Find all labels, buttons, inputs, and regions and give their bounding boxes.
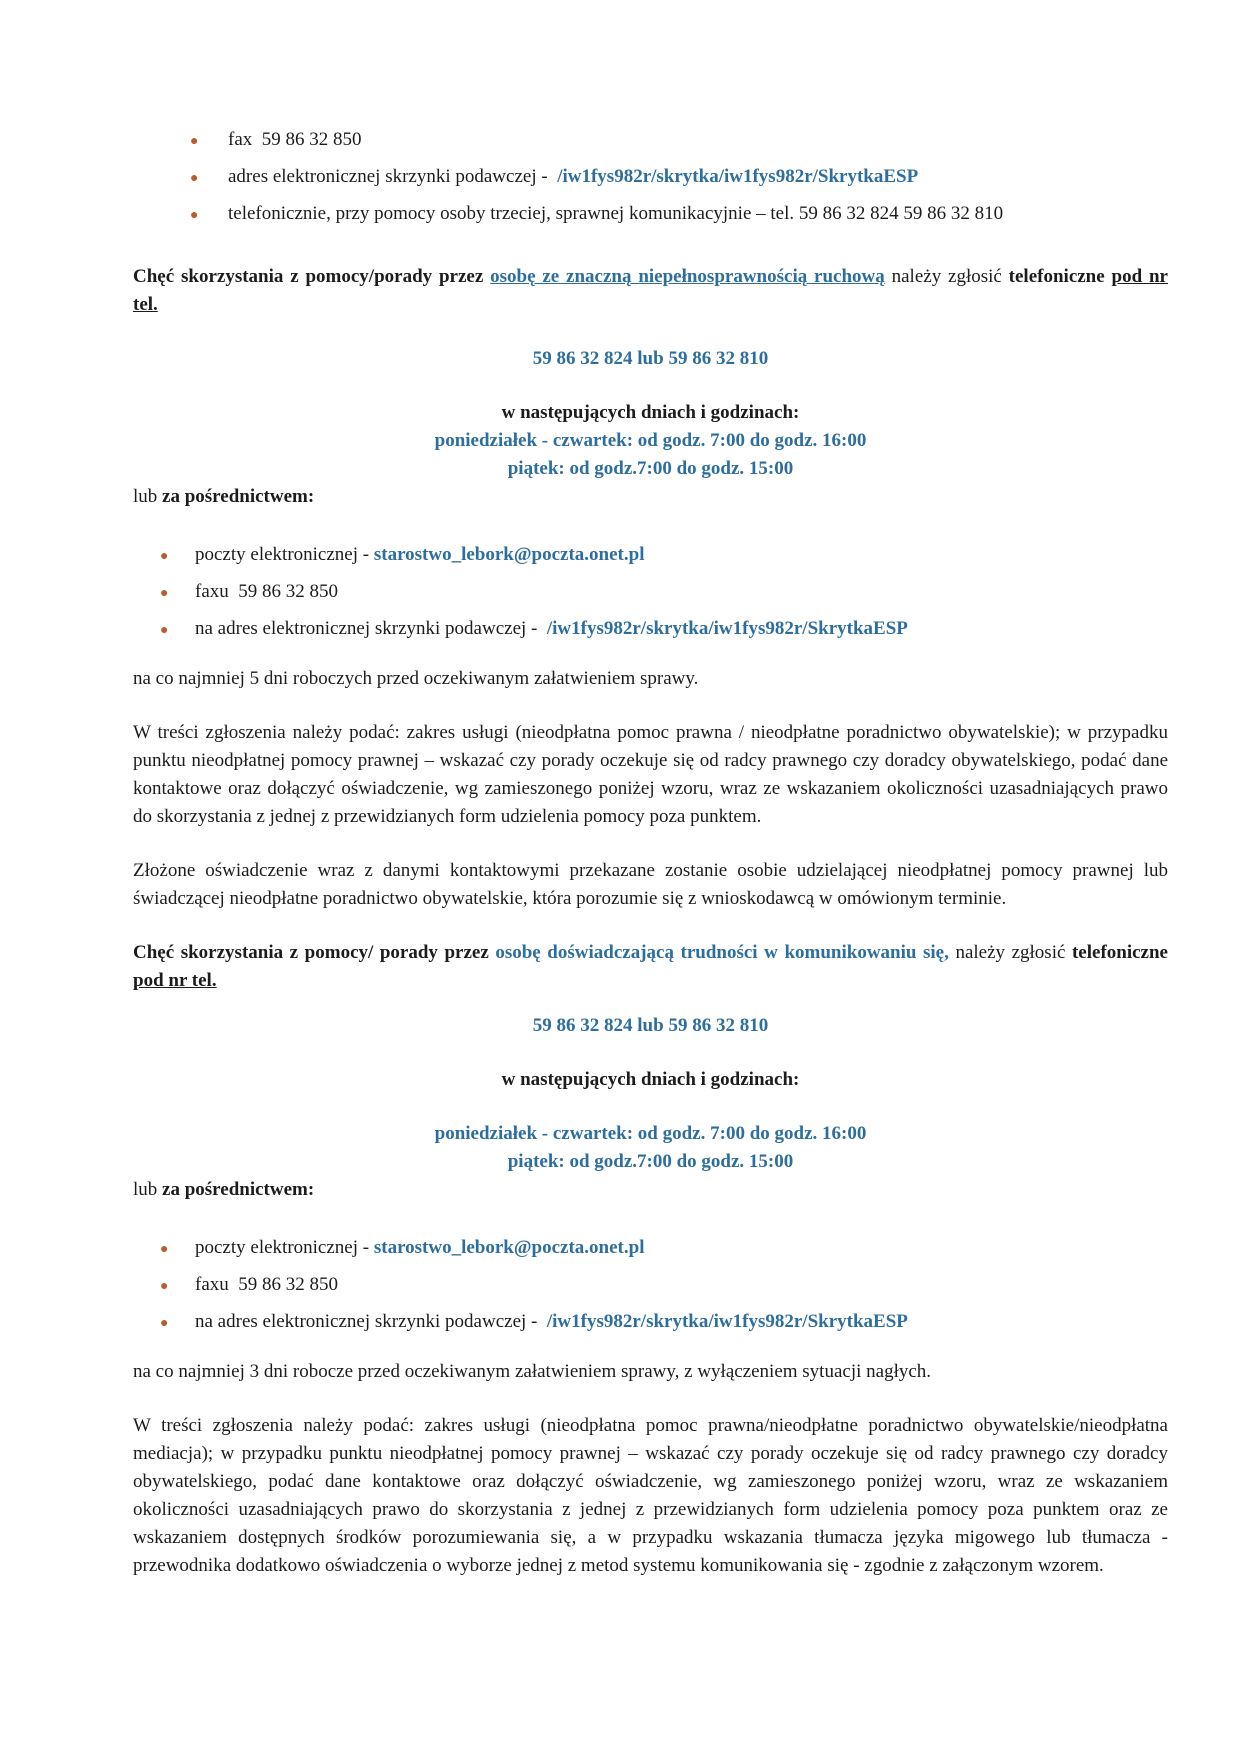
hours-friday: piątek: od godz.7:00 do godz. 15:00 — [507, 458, 794, 479]
bullet-icon: ● — [160, 549, 169, 564]
contact-methods-list — [133, 1230, 1168, 1341]
via-normal: lub — [133, 1179, 163, 1200]
list-item-text — [228, 196, 1003, 231]
esp-label: na adres elektronicznej skrzynki podawczej - — [195, 1311, 547, 1332]
via-line — [133, 1176, 1168, 1204]
section1-intro-phone-word: telefoniczne — [1008, 266, 1112, 287]
body-paragraph: Złożone oświadczenie wraz z danymi kontaktowymi przekazane zostanie osobie udzielającej nieodpłatnej pomocy prawnej lub świadczącej nieodpłatne poradnictwo obywatelskie, która porozumie się z wnioskodawcą w omówionym terminie. — [133, 860, 1168, 909]
bullet-icon: ● — [160, 623, 169, 638]
list-item — [133, 1267, 1168, 1304]
schedule-header: w następujących dniach i godzinach: — [501, 1069, 800, 1090]
bullet-icon: ● — [160, 1279, 169, 1294]
hours-mon-thu: poniedziałek - czwartek: od godz. 7:00 do godz. 16:00 — [434, 1123, 867, 1144]
email-link[interactable]: starostwo_lebork@poczta.onet.pl — [373, 544, 645, 565]
section2-intro-rest: należy zgłosić — [948, 942, 1072, 963]
list-item-text — [195, 537, 644, 572]
list-item — [133, 1230, 1168, 1267]
fax-number: fax 59 86 32 850 — [228, 129, 362, 150]
hours-mon-thu: poniedziałek - czwartek: od godz. 7:00 do godz. 16:00 — [434, 430, 867, 451]
list-item — [133, 611, 1168, 648]
section1-intro-underlined: pod nr tel. — [133, 266, 1168, 315]
body-paragraph: W treści zgłoszenia należy podać: zakres usługi (nieodpłatna pomoc prawna/nieodpłatne poradnictwo obywatelskie/nieodpłatna mediacja); w przypadku punktu nieodpłatnej pomocy prawnej – wskazać czy porady oczekuje się od radcy prawnego czy doradcy obywatelskiego, podać dane kontaktowe oraz dołączyć oświadczenie, wg zamieszonego poniżej wzoru, wraz ze wskazaniem okoliczności uzasadniających prawo do skorzystania z jednej z przewidzianych form udzielenia pomocy poza punktem oraz ze wskazaniem dostępnych środków porozumiewania się, a w przypadku wskazania tłumacza języka migowego lub tłumacza - przewodnika dodatkowo oświadczenia o wyborze jednej z metod systemu komunikowania się - zgodnie z załączonym wzorem. — [133, 1415, 1168, 1576]
section1-intro-lead: Chęć skorzystania z pomocy/porady przez — [133, 266, 491, 287]
deadline-note: na co najmniej 3 dni robocze przed oczekiwanym załatwieniem sprawy, z wyłączeniem sytuacji nagłych. — [133, 1361, 932, 1382]
fax-number: faxu 59 86 32 850 — [195, 581, 339, 602]
section2-intro — [133, 939, 1168, 995]
bullet-icon: ● — [190, 171, 199, 186]
list-item-text — [195, 1267, 338, 1302]
phone-numbers: 59 86 32 824 lub 59 86 32 810 — [532, 1015, 769, 1036]
list-item-text — [195, 1230, 644, 1265]
bullet-icon: ● — [160, 1316, 169, 1331]
esp-label: na adres elektronicznej skrzynki podawczej - — [195, 618, 547, 639]
section2-intro-phone-word: telefoniczne — [1071, 942, 1168, 963]
phone-numbers: 59 86 32 824 lub 59 86 32 810 — [532, 348, 769, 369]
esp-address-link[interactable]: /iw1fys982r/skrytka/iw1fys982r/SkrytkaESP — [546, 618, 908, 639]
esp-address-link[interactable]: /iw1fys982r/skrytka/iw1fys982r/SkrytkaESP — [557, 166, 919, 187]
list-item-text — [195, 1304, 908, 1339]
bullet-icon: ● — [190, 134, 199, 149]
email-link[interactable]: starostwo_lebork@poczta.onet.pl — [373, 1237, 645, 1258]
list-item — [133, 159, 1168, 196]
via-bold: za pośrednictwem: — [162, 1179, 315, 1200]
esp-address-link[interactable]: /iw1fys982r/skrytka/iw1fys982r/SkrytkaESP — [546, 1311, 908, 1332]
bullet-icon: ● — [160, 586, 169, 601]
bullet-icon: ● — [160, 1242, 169, 1257]
email-label: poczty elektronicznej - — [195, 1237, 374, 1258]
via-normal: lub — [133, 486, 163, 507]
list-item-text — [195, 611, 908, 646]
body-paragraph: W treści zgłoszenia należy podać: zakres usługi (nieodpłatna pomoc prawna / nieodpłatne poradnictwo obywatelskie); w przypadku punktu nieodpłatnej pomocy prawnej – wskazać czy porady oczekuje się od radcy prawnego czy doradcy obywatelskiego, podać dane kontaktowe oraz dołączyć oświadczenie, wg zamieszonego poniżej wzoru, wraz ze wskazaniem okoliczności uzasadniających prawo do skorzystania z jednej z przewidzianych form udzielenia pomocy poza punktem. — [133, 722, 1168, 827]
deadline-note: na co najmniej 5 dni roboczych przed oczekiwanym załatwieniem sprawy. — [133, 668, 699, 689]
contact-methods-list — [133, 537, 1168, 648]
section2-intro-underlined: pod nr tel. — [133, 970, 217, 991]
mobility-disability-link[interactable]: osobę ze znaczną niepełnosprawnością ruchową — [490, 266, 885, 287]
list-item-text — [195, 574, 338, 609]
esp-label: adres elektronicznej skrzynki podawczej - — [228, 166, 558, 187]
list-item-text — [228, 159, 918, 194]
email-label: poczty elektronicznej - — [195, 544, 374, 565]
list-item — [133, 196, 1168, 233]
list-item — [133, 574, 1168, 611]
via-bold: za pośrednictwem: — [162, 486, 315, 507]
list-item — [133, 1304, 1168, 1341]
section2-intro-lead: Chęć skorzystania z pomocy/ porady przez — [133, 942, 496, 963]
list-item-text — [228, 122, 362, 157]
via-line — [133, 483, 1168, 511]
section1-intro — [133, 263, 1168, 319]
list-item — [133, 122, 1168, 159]
hours-friday: piątek: od godz.7:00 do godz. 15:00 — [507, 1151, 794, 1172]
contact-methods-list — [133, 122, 1168, 233]
section1-intro-rest: należy zgłosić — [884, 266, 1009, 287]
bullet-icon: ● — [190, 208, 199, 223]
communication-difficulty-link[interactable]: osobę doświadczającą trudności w komunikowaniu się, — [495, 942, 949, 963]
list-item — [133, 537, 1168, 574]
fax-number: faxu 59 86 32 850 — [195, 1274, 339, 1295]
schedule-header: w następujących dniach i godzinach: — [501, 402, 800, 423]
phone-assist-note: telefonicznie, przy pomocy osoby trzeciej, sprawnej komunikacyjnie – tel. 59 86 32 824 59 86 32 810 — [228, 203, 1004, 224]
